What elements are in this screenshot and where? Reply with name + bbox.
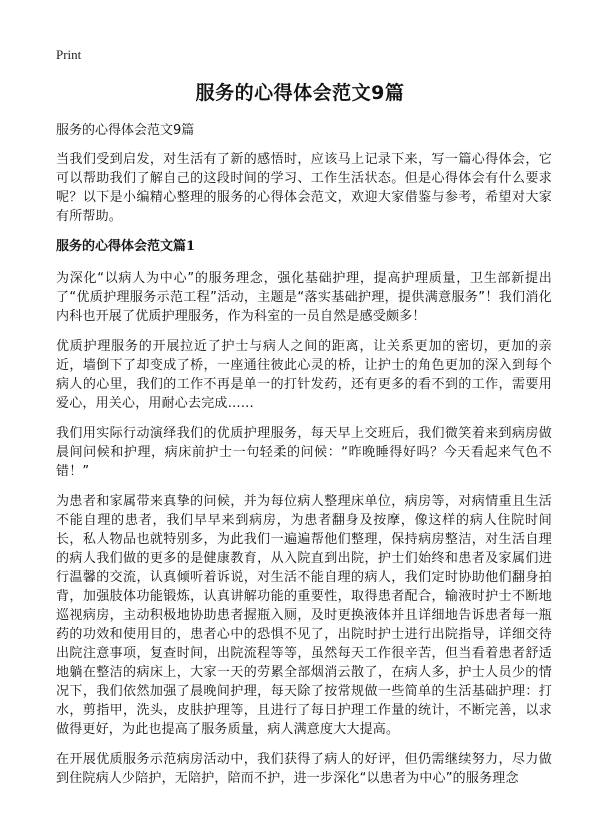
page-title: 服务的心得体会范文9篇 bbox=[195, 82, 405, 104]
body-paragraph: 为患者和家属带来真挚的问候，并为每位病人整理床单位，病房等，对病情重且生活不能自理的患者，我们早早来到病房，为患者翻身及按摩，像这样的病人住院时间长，私人物品也就特别多，为此我们一遍遍帮他们整理，保持病房整洁，对生活自理的病人我们做的更多的是健康教育，从入院直到出院，护士们始终和患者及家属们进行温馨的交流，认真倾听着诉说，对生活不能自理的病人，我们定时协助他们翻身拍背，加强肢体功能锻炼，认真讲解功能的重要性，取得患者配合，输液时护士不断地巡视病房，主动积极地协助患者握瓶入厕，及时更换液体并且详细地告诉患者每一瓶药的功效和使用目的，患者心中的恐惧不见了，出院时护士进行出院指导，详细交待出院注意事项，复查时间，出院流程等等，虽然每天工作很辛苦，但当看着患者舒适地躺在整洁的病床上，大家一天的劳累全部烟消云散了，在病人多，护士人员少的情况下，我们依然加强了晨晚间护理，每天除了按常规做一些简单的生活基础护理：打水，剪指甲，洗头，皮肤护理等，且进行了每日护理工作量的统计，不断完善，以求做得更好，为此也提高了服务质量，病人满意度大大提高。 bbox=[56, 494, 552, 737]
intro-paragraph: 当我们受到启发，对生活有了新的感悟时，应该马上记录下来，写一篇心得体会，它可以帮助我们了解自己的这段时间的学习、工作生活状态。但是心得体会有什么要求呢？以下是小编精心整理的服务的心得体会范文，欢迎大家借鉴与参考，希望对大家有所帮助。 bbox=[56, 152, 552, 224]
body-paragraph: 优质护理服务的开展拉近了护士与病人之间的距离，让关系更加的密切，更加的亲近，墙倒下了却变成了桥，一座通往彼此心灵的桥，让护士的角色更加的深入到每个病人的心里，我们的工作不再是单一的打针发药，还有更多的看不到的工作，需要用爱心，用关心，用耐心去完成…… bbox=[56, 339, 552, 411]
body-paragraph: 在开展优质服务示范病房活动中，我们获得了病人的好评，但仍需继续努力，尽力做到住院病人少陪护，无陪护，陪而不护，进一步深化“以患者为中心”的服务理念 bbox=[56, 752, 552, 786]
section-heading: 服务的心得体会范文篇1 bbox=[56, 239, 196, 254]
body-paragraph: 为深化“以病人为中心”的服务理念，强化基础护理，提高护理质量，卫生部新提出了“优质护理服务示范工程”活动，主题是“落实基础护理，提供满意服务”！我们消化内科也开展了优质护理服务，作为科室的一员自然是感受颇多！ bbox=[56, 271, 552, 324]
body-paragraph: 我们用实际行动演绎我们的优质护理服务，每天早上交班后，我们微笑着来到病房做晨间问候和护理，病床前护士一句轻柔的问候：“昨晚睡得好吗？今天看起来气色不错！” bbox=[56, 426, 552, 479]
article-subtitle: 服务的心得体会范文9篇 bbox=[56, 123, 195, 138]
article-body bbox=[56, 121, 552, 799]
print-link[interactable]: Print bbox=[56, 47, 82, 62]
